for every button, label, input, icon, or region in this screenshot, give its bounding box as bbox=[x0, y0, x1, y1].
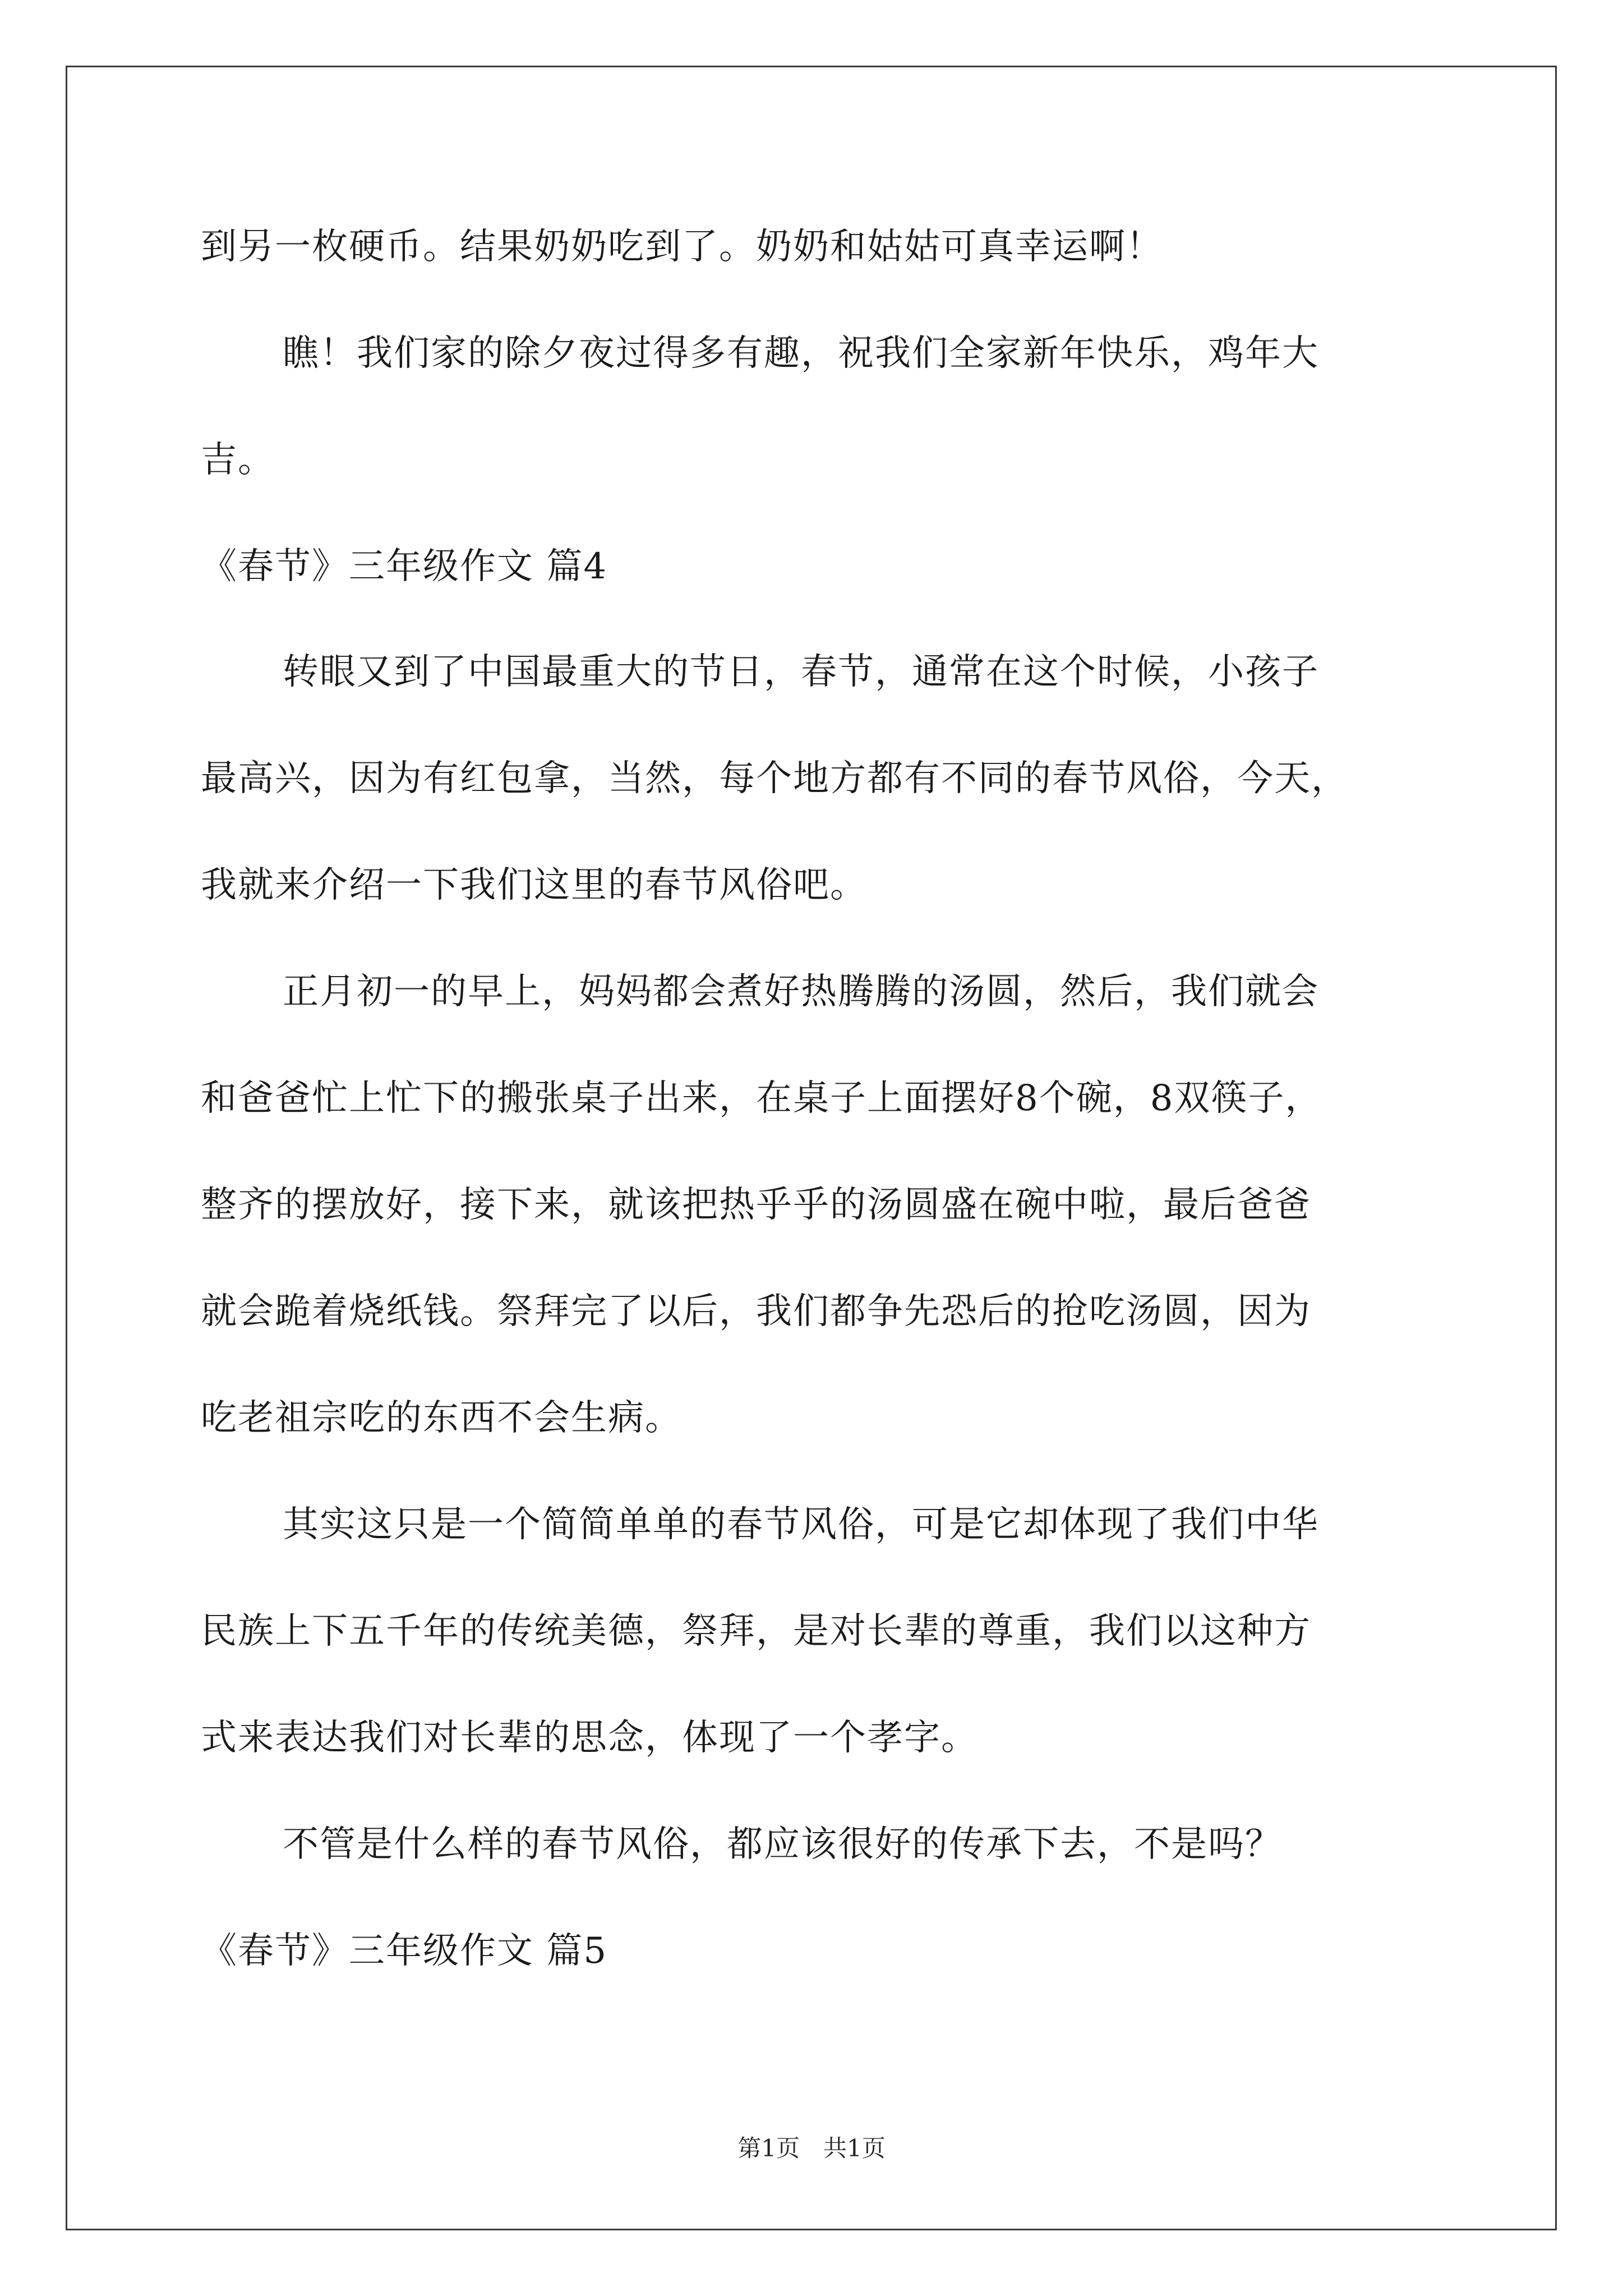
text-line: 转眼又到了中国最重大的节日，春节，通常在这个时候，小孩子 bbox=[283, 651, 1319, 693]
page-border bbox=[66, 66, 1557, 2230]
text-line: 吉。 bbox=[201, 439, 275, 481]
section-heading: 《春节》三年级作文 篇5 bbox=[201, 1930, 608, 1972]
text-line: 我就来介绍一下我们这里的春节风俗吧。 bbox=[201, 864, 867, 906]
text-line: 正月初一的早上，妈妈都会煮好热腾腾的汤圆，然后，我们就会 bbox=[283, 971, 1319, 1013]
text-line: 民族上下五千年的传统美德，祭拜，是对长辈的尊重，我们以这种方 bbox=[201, 1611, 1311, 1652]
text-line: 瞧！我们家的除夕夜过得多有趣，祝我们全家新年快乐，鸡年大 bbox=[283, 333, 1319, 374]
text-line: 吃老祖宗吃的东西不会生病。 bbox=[201, 1397, 682, 1439]
text-line: 到另一枚硬币。结果奶奶吃到了。奶奶和姑姑可真幸运啊！ bbox=[201, 226, 1163, 268]
page-number-footer: 第1页 共1页 bbox=[737, 2134, 886, 2162]
section-heading: 《春节》三年级作文 篇4 bbox=[201, 546, 608, 587]
text-line: 不管是什么样的春节风俗，都应该很好的传承下去，不是吗？ bbox=[283, 1824, 1282, 1865]
text-line: 式来表达我们对长辈的思念，体现了一个孝字。 bbox=[201, 1717, 978, 1759]
text-line: 和爸爸忙上忙下的搬张桌子出来，在桌子上面摆好8个碗，8双筷子， bbox=[201, 1078, 1322, 1119]
text-line: 其实这只是一个简简单单的春节风俗，可是它却体现了我们中华 bbox=[283, 1504, 1319, 1545]
text-line: 整齐的摆放好，接下来，就该把热乎乎的汤圆盛在碗中啦，最后爸爸 bbox=[201, 1184, 1311, 1226]
text-line: 最高兴，因为有红包拿，当然，每个地方都有不同的春节风俗，今天， bbox=[201, 758, 1348, 799]
text-line: 就会跪着烧纸钱。祭拜完了以后，我们都争先恐后的抢吃汤圆，因为 bbox=[201, 1291, 1311, 1332]
